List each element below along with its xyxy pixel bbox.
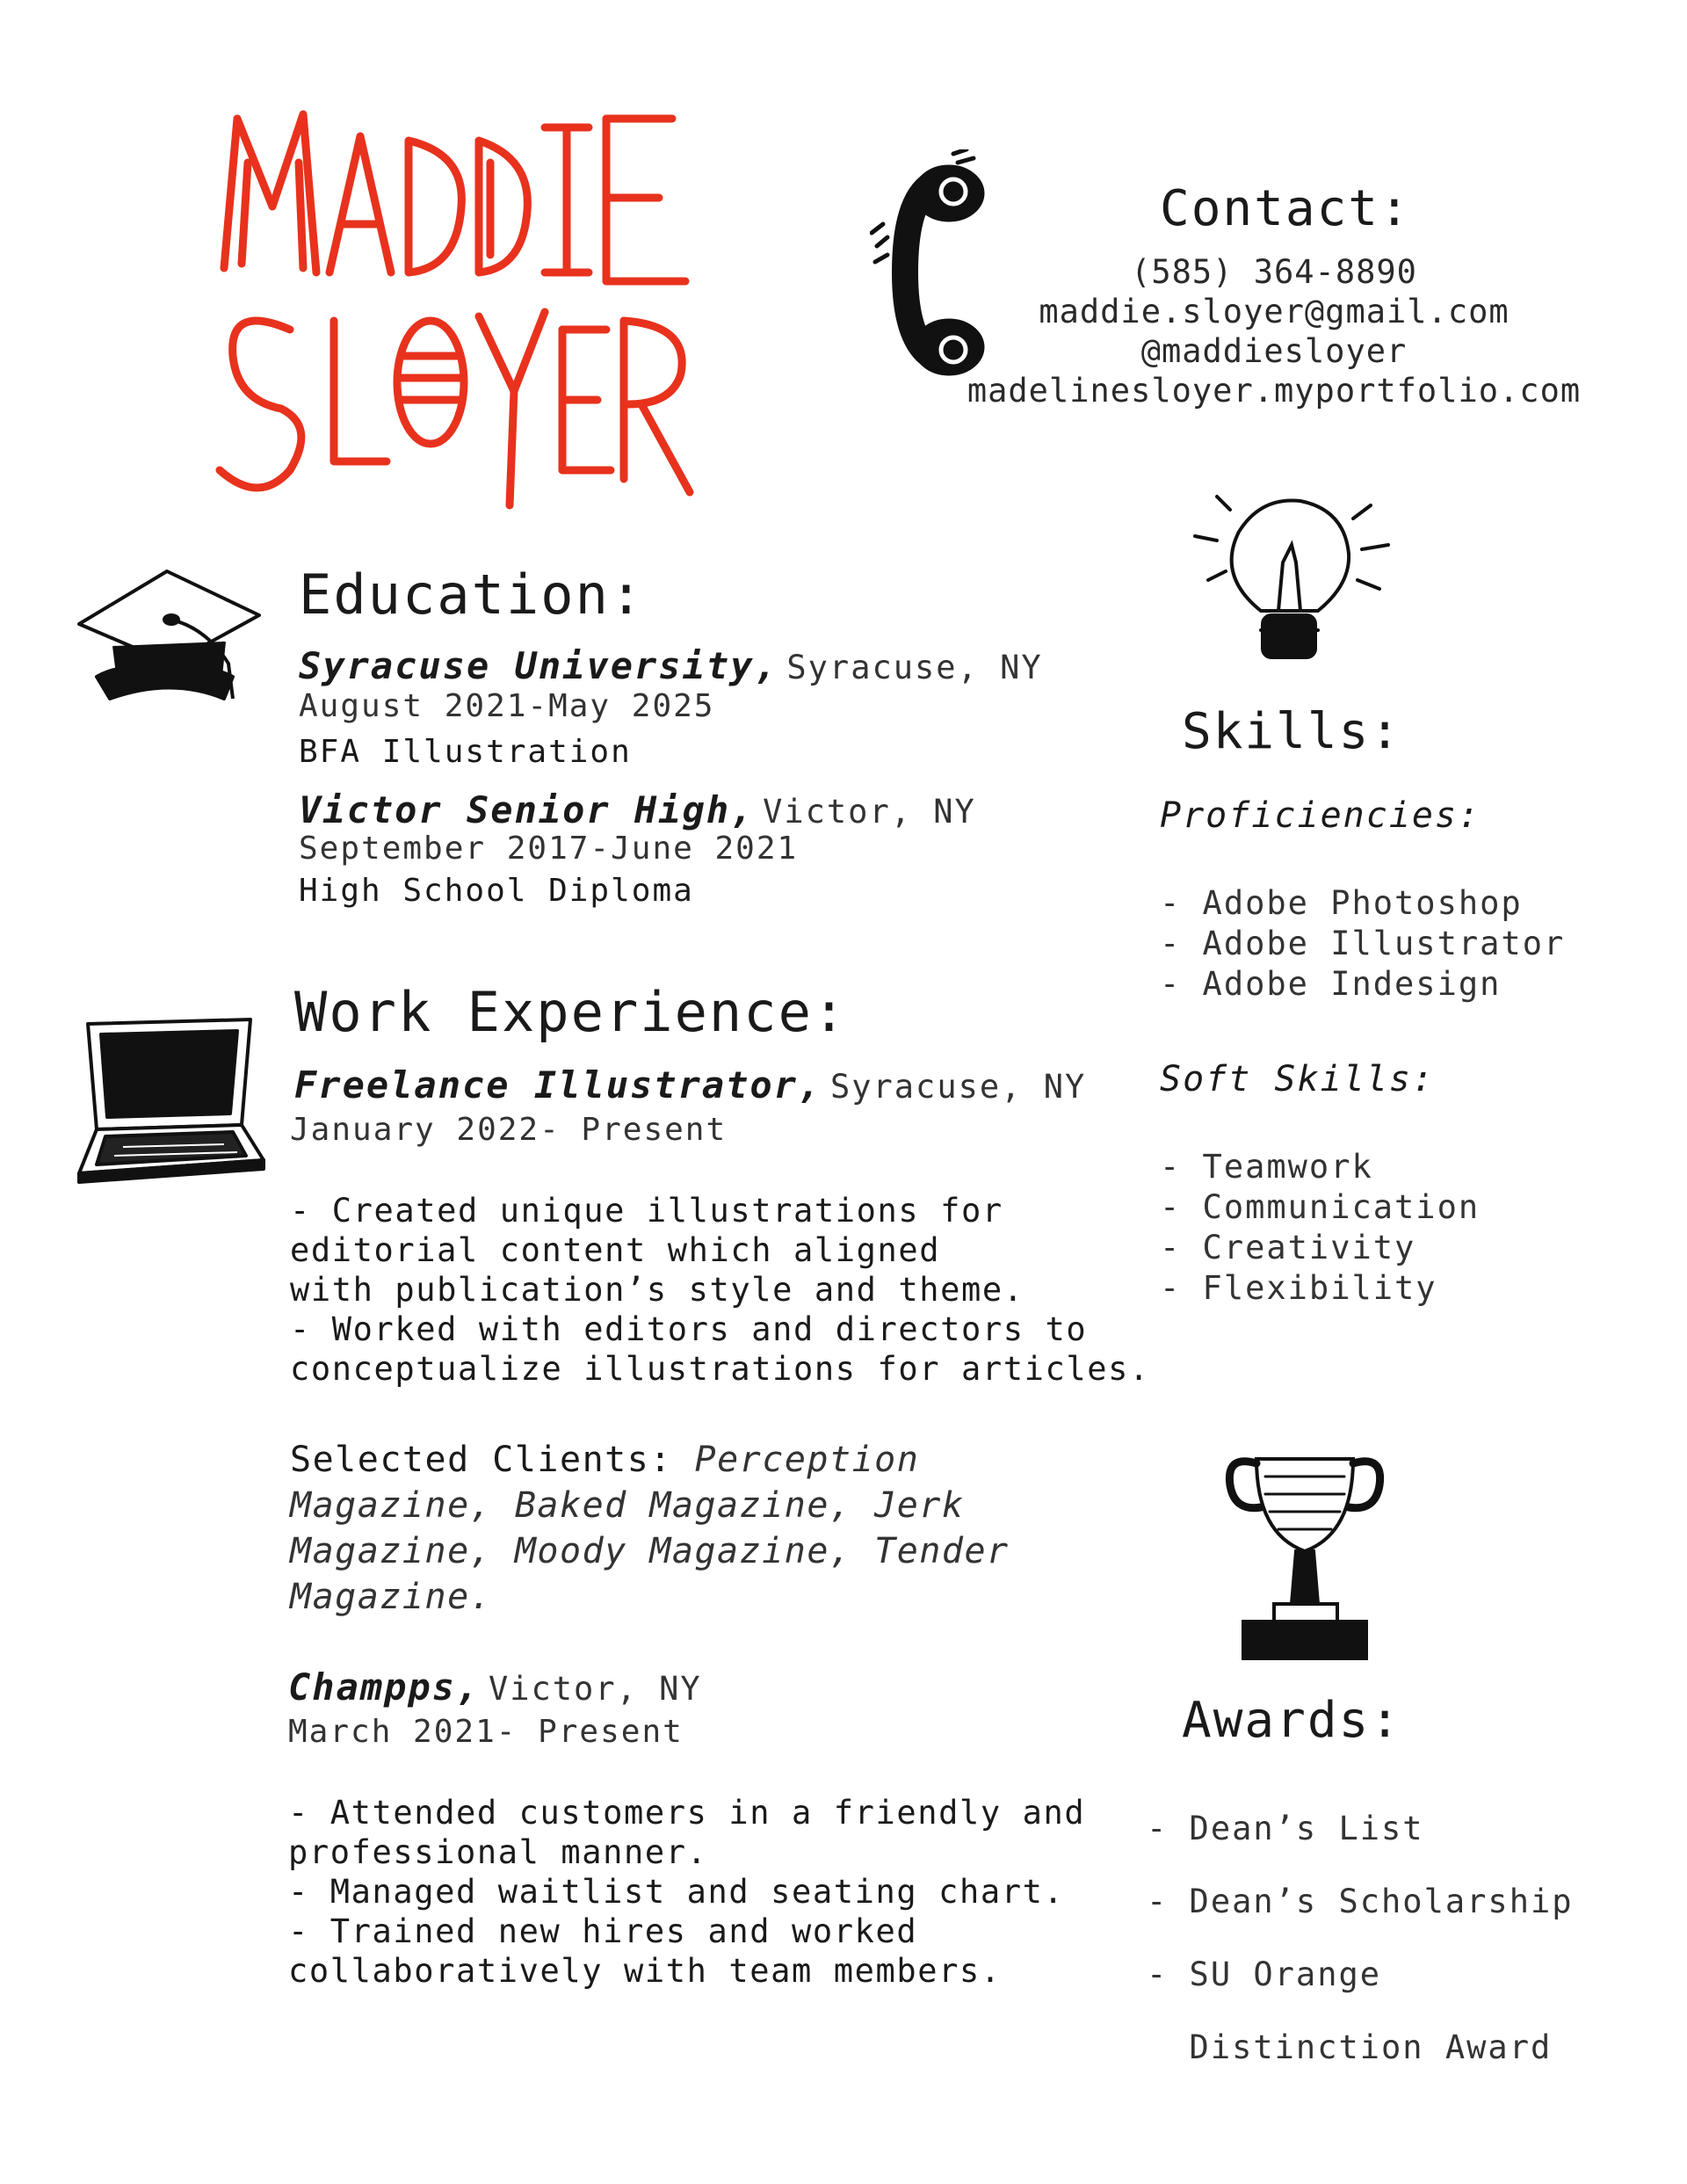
award-item: Distinction Award [1147, 2028, 1553, 2066]
clients-line: Magazine, Moody Magazine, Tender [290, 1531, 1010, 1571]
name-logo [211, 101, 720, 523]
school-name: Victor Senior High, [299, 788, 755, 831]
bullet-line: collaboratively with team members. [288, 1952, 1002, 1990]
bullet-line: editorial content which aligned [290, 1231, 941, 1269]
job-freelance [294, 1063, 1086, 1107]
school-victor [299, 788, 976, 831]
skill-item: - Creativity [1160, 1229, 1416, 1266]
proficiencies-title: Proficiencies: [1160, 795, 1481, 836]
contact-handle[interactable]: @maddiesloyer [1140, 332, 1408, 370]
contact-email[interactable]: maddie.sloyer@gmail.com [1039, 293, 1510, 330]
bullet-line: - Created unique illustrations for [290, 1192, 1003, 1230]
clients-line: Magazine. [290, 1577, 493, 1617]
job-location: Victor, NY [488, 1670, 702, 1708]
skill-item: - Teamwork [1160, 1148, 1373, 1186]
school-dates: September 2017-June 2021 [299, 831, 799, 867]
skills-title: Skills: [1182, 703, 1402, 760]
job-dates: March 2021- Present [288, 1714, 684, 1750]
clients-line: Magazine, Baked Magazine, Jerk [290, 1485, 965, 1526]
trophy-icon [1221, 1437, 1388, 1670]
graduation-cap-icon [75, 567, 264, 712]
school-syracuse [299, 644, 1043, 687]
proficiencies-list [1160, 883, 1565, 1005]
soft-skills-list [1160, 1147, 1480, 1309]
bullet-line: professional manner. [288, 1833, 708, 1871]
clients-line: Perception [694, 1440, 920, 1480]
bullet-line: - Managed waitlist and seating chart. [288, 1873, 1065, 1911]
job-role: Freelance Illustrator, [294, 1063, 822, 1107]
bullet-line: - Attended customers in a friendly and [288, 1794, 1086, 1832]
contact-title: Contact: [1160, 180, 1411, 237]
school-location: Syracuse, NY [786, 649, 1043, 686]
school-location: Victor, NY [763, 793, 976, 831]
bullet-line: conceptualize illustrations for articles. [290, 1350, 1150, 1388]
school-name: Syracuse University, [299, 644, 778, 687]
job-champps [288, 1665, 702, 1709]
bullet-line: - Trained new hires and worked [288, 1912, 918, 1950]
soft-skills-title: Soft Skills: [1160, 1059, 1435, 1099]
award-item: - Dean’s List [1147, 1810, 1424, 1847]
job-location: Syracuse, NY [829, 1068, 1087, 1106]
contact-website[interactable]: madelinesloyer.myportfolio.com [967, 372, 1582, 410]
laptop-icon [70, 1006, 268, 1191]
bullet-line: with publication’s style and theme. [290, 1271, 1025, 1309]
skill-item: - Adobe Illustrator [1160, 925, 1566, 962]
lightbulb-icon [1191, 488, 1393, 681]
education-title: Education: [299, 562, 645, 627]
skill-item: - Communication [1160, 1188, 1481, 1226]
skill-item: - Flexibility [1160, 1269, 1437, 1307]
skill-item: - Adobe Indesign [1160, 965, 1502, 1003]
selected-clients [290, 1437, 1010, 1620]
bullet-line: - Worked with editors and directors to [290, 1310, 1088, 1348]
job-role: Champps, [288, 1665, 481, 1709]
clients-label: Selected Clients: [290, 1440, 672, 1480]
skill-item: - Adobe Photoshop [1160, 884, 1523, 922]
school-degree: BFA Illustration [299, 734, 632, 770]
award-item: - Dean’s Scholarship [1147, 1883, 1574, 1920]
school-degree: High School Diploma [299, 873, 694, 909]
awards-title: Awards: [1182, 1692, 1402, 1749]
job-bullets [290, 1191, 1150, 1389]
job-bullets [288, 1793, 1085, 1991]
awards-list [1147, 1775, 1574, 2084]
award-item: - SU Orange [1147, 1955, 1382, 1993]
work-title: Work Experience: [294, 980, 848, 1044]
contact-phone[interactable]: (585) 364-8890 [1131, 253, 1417, 291]
job-dates: January 2022- Present [290, 1112, 728, 1148]
school-dates: August 2021-May 2025 [299, 688, 715, 724]
